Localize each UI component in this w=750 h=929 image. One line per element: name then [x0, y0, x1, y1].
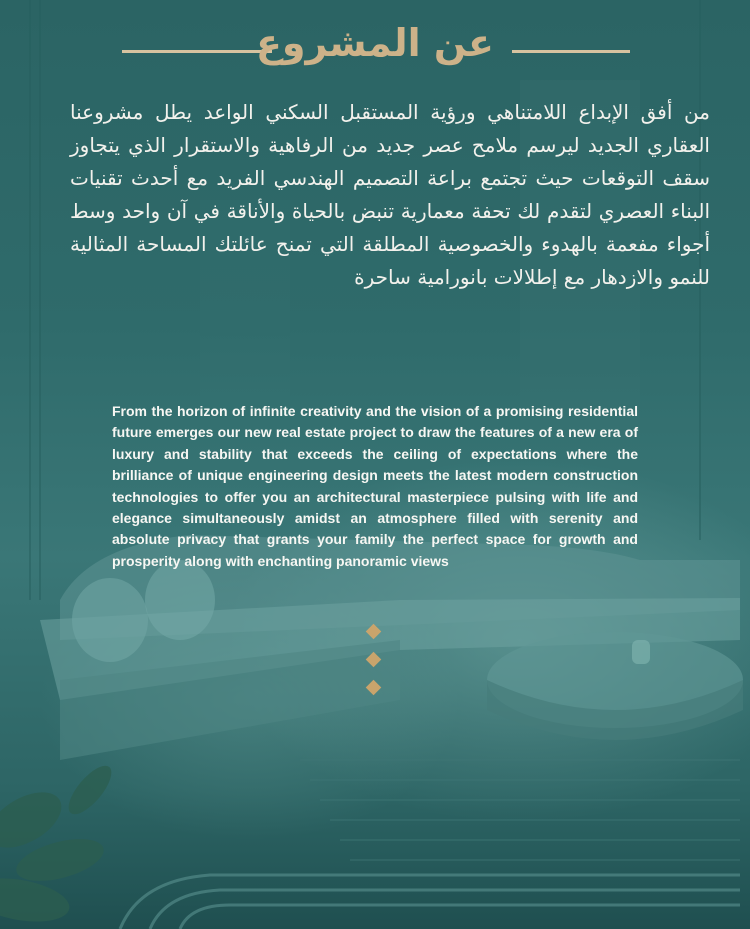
section-title: عن المشروع: [255, 21, 495, 65]
diamond-divider-icon: [365, 622, 385, 702]
diamond-icon: [366, 652, 382, 668]
title-divider-right: [512, 50, 630, 53]
diamond-icon: [366, 680, 382, 696]
arabic-description: من أفق الإبداع اللامتناهي ورؤية المستقبل السكني الواعد يطل مشروعنا العقاري الجديد ليرسم ملامح عصر جديد من الرفاهية والاستقرار الذي يتجاوز سقف التوقعات حيث تجتمع براعة التصميم الهندسي الفريد مع أحدث تقنيات البناء العصري لتقدم لك تحفة معمارية تنبض بالحياة والأناقة في آن واحد وسط أجواء مفعمة بالهدوء والخصوصية المطلقة التي تمنح عائلتك المساحة المثالية للنمو والازدهار مع إطلالات بانورامية ساحرة: [70, 100, 710, 289]
english-description: From the horizon of infinite creativity and the vision of a promising residential future emerges our new real estate project to draw the features of a new era of luxury and stability that exceeds the ceiling of expectations where the brilliance of unique engineering design meets the latest modern construction technologies to offer you an architectural masterpiece pulsing with life and elegance simultaneously amidst an atmosphere filled with serenity and absolute privacy that grants your family the perfect space for growth and prosperity along with enchanting panoramic views: [112, 403, 638, 569]
diamond-icon: [366, 624, 382, 640]
section-header: [0, 18, 750, 72]
